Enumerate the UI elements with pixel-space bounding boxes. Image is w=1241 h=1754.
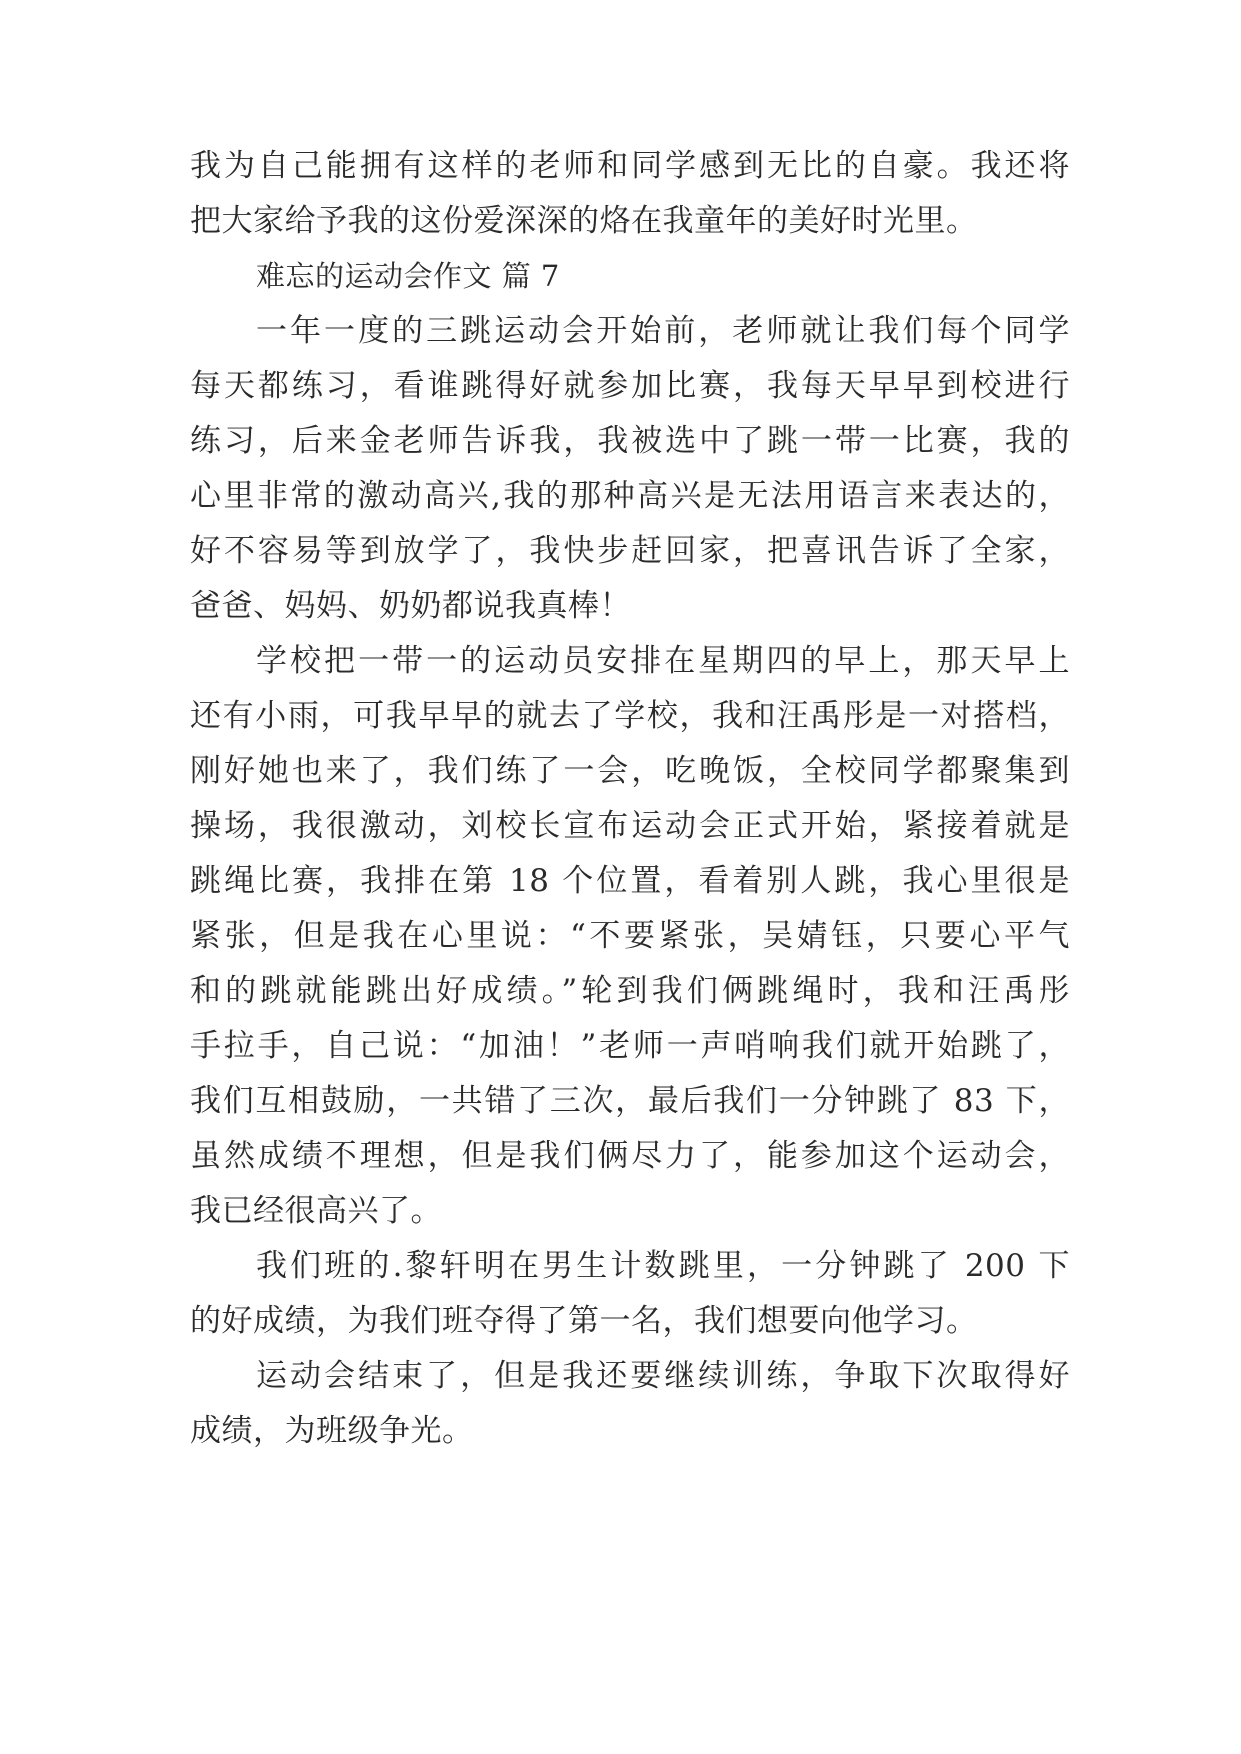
text-line: 每天都练习，看谁跳得好就参加比赛，我每天早早到校进行 [190,368,1070,404]
text-line: 操场，我很激动，刘校长宣布运动会正式开始，紧接着就是 [190,808,1070,844]
text-line: 虽然成绩不理想，但是我们俩尽力了，能参加这个运动会， [190,1138,1070,1174]
text-line: 跳绳比赛，我排在第 18 个位置，看着别人跳，我心里很是 [190,863,1070,899]
text-line: 我为自己能拥有这样的老师和同学感到无比的自豪。我还将 [190,148,1070,184]
text-line: 我已经很高兴了。 [190,1193,442,1229]
text-line: 的好成绩，为我们班夺得了第一名，我们想要向他学习。 [190,1303,978,1339]
text-line: 和的跳就能跳出好成绩。”轮到我们俩跳绳时，我和汪禹彤 [190,973,1070,1009]
text-line: 把大家给予我的这份爱深深的烙在我童年的美好时光里。 [190,203,978,239]
text-line: 紧张，但是我在心里说：“不要紧张，吴婧钰，只要心平气 [190,918,1070,954]
text-line: 一年一度的三跳运动会开始前，老师就让我们每个同学 [256,313,1070,349]
section-heading: 难忘的运动会作文 篇 7 [256,259,560,293]
text-line: 练习，后来金老师告诉我，我被选中了跳一带一比赛，我的 [190,423,1070,459]
text-line: 运动会结束了，但是我还要继续训练，争取下次取得好 [256,1358,1070,1394]
text-line: 心里非常的激动高兴,我的那种高兴是无法用语言来表达的， [190,478,1070,514]
text-line: 我们班的.黎轩明在男生计数跳里，一分钟跳了 200 下 [256,1248,1070,1284]
text-line: 好不容易等到放学了，我快步赶回家，把喜讯告诉了全家， [190,533,1070,569]
text-line: 爸爸、妈妈、奶奶都说我真棒！ [190,588,631,624]
text-line: 刚好她也来了，我们练了一会，吃晚饭，全校同学都聚集到 [190,753,1070,789]
text-line: 成绩，为班级争光。 [190,1413,474,1449]
text-line: 学校把一带一的运动员安排在星期四的早上，那天早上 [256,643,1070,679]
text-line: 手拉手，自己说：“加油！”老师一声哨响我们就开始跳了， [190,1028,1070,1064]
text-line: 还有小雨，可我早早的就去了学校，我和汪禹彤是一对搭档， [190,698,1070,734]
text-line: 我们互相鼓励，一共错了三次，最后我们一分钟跳了 83 下， [190,1083,1070,1119]
